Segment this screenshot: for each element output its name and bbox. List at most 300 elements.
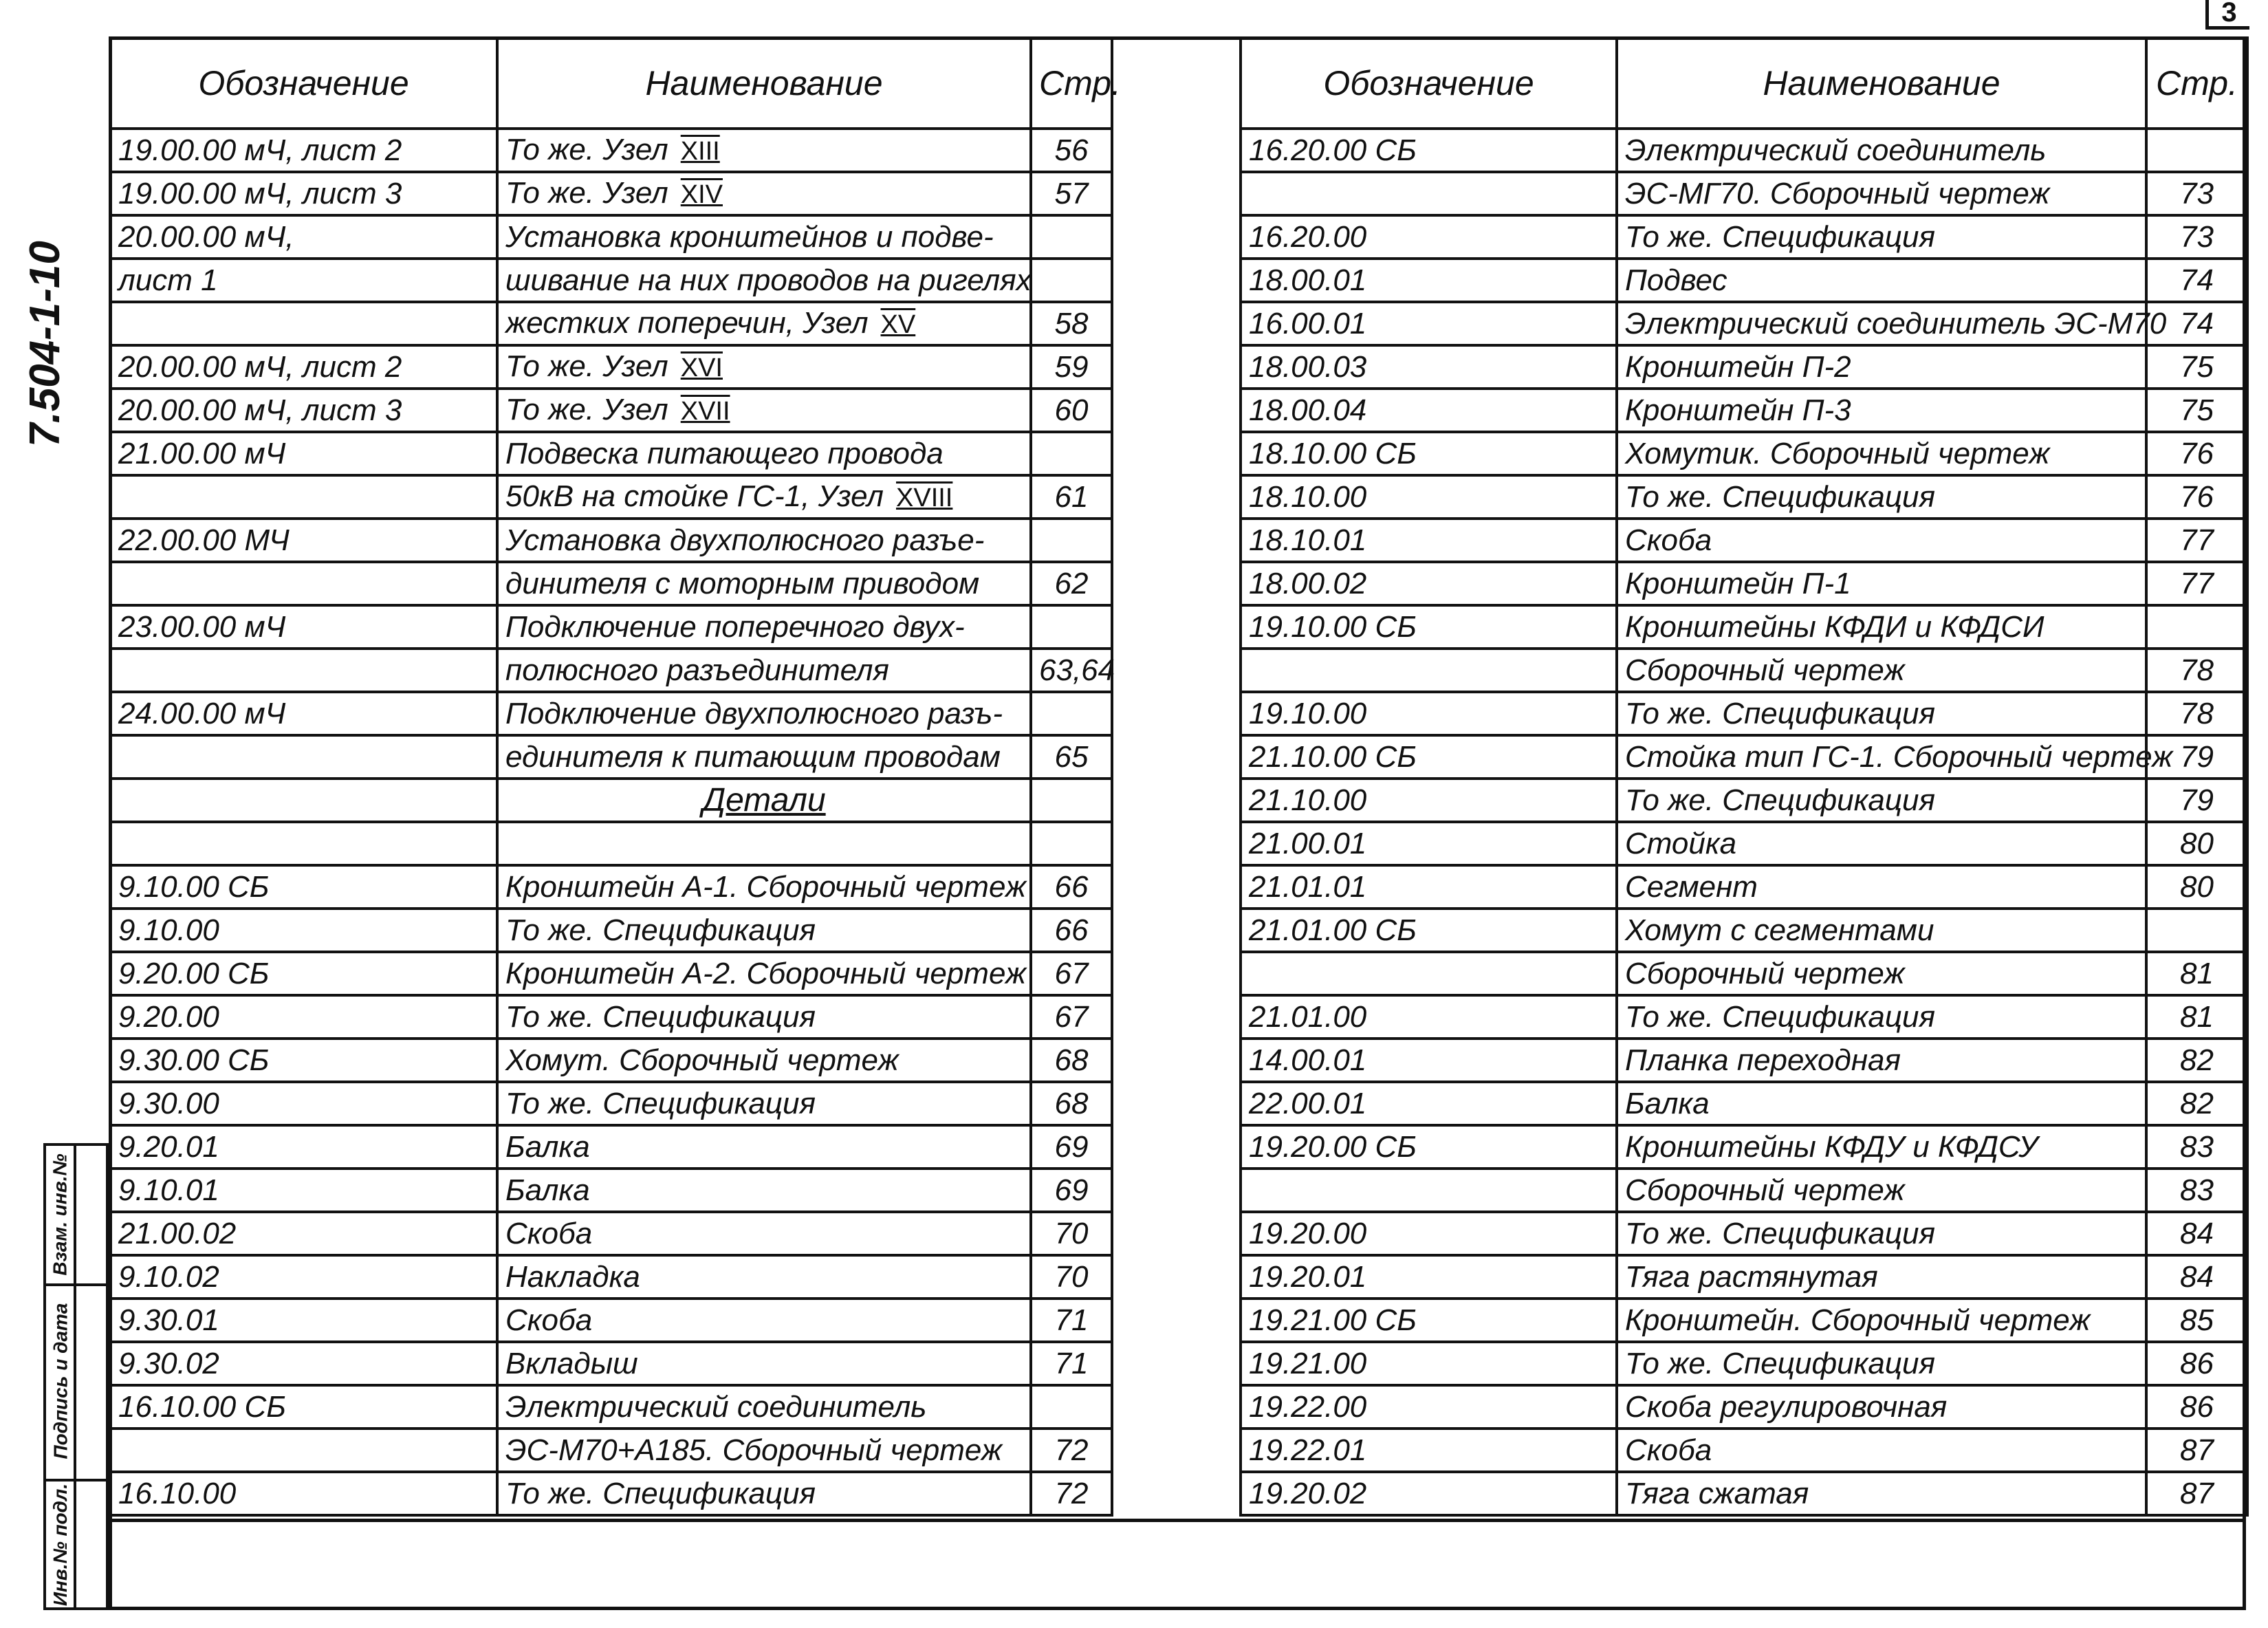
name-cell — [1617, 1385, 2146, 1429]
node-number: XVI — [680, 353, 723, 382]
table-row — [110, 1212, 1112, 1255]
name-cell — [497, 562, 1031, 605]
name-cell — [1617, 1299, 2146, 1342]
table-row — [1241, 1255, 2247, 1299]
page-cell: 82 — [2146, 1082, 2247, 1125]
name-cell — [497, 909, 1031, 952]
page-cell: 84 — [2146, 1255, 2247, 1299]
page-cell: 82 — [2146, 1039, 2247, 1082]
table-row — [110, 129, 1112, 172]
item-name: Скоба — [1625, 1433, 1712, 1467]
page-cell: 77 — [2146, 519, 2247, 562]
header-designation: Обозначение — [110, 38, 497, 129]
page-cell: 73 — [2146, 215, 2247, 259]
item-name: ЭС-М70+А185. Сборочный чертеж — [505, 1433, 1003, 1467]
table-row — [110, 172, 1112, 215]
item-name: То же. Спецификация — [505, 1000, 816, 1034]
item-name: То же. Спецификация — [1625, 1000, 1935, 1034]
designation-cell: 18.00.04 — [1241, 389, 1617, 432]
designation-cell — [110, 822, 497, 865]
item-name: Кронштейн. Сборочный чертеж — [1625, 1303, 2091, 1337]
name-cell — [1617, 779, 2146, 822]
designation-cell: 16.10.00 СБ — [110, 1385, 497, 1429]
table-row — [110, 1169, 1112, 1212]
table-row — [110, 302, 1112, 345]
name-cell — [497, 865, 1031, 909]
page-cell — [1031, 822, 1112, 865]
table-row — [1241, 1039, 2247, 1082]
name-cell — [497, 1255, 1031, 1299]
table-row — [110, 345, 1112, 389]
item-name: Электрический соединитель — [1625, 133, 2047, 167]
page-cell: 57 — [1031, 172, 1112, 215]
page-cell — [1031, 605, 1112, 649]
page-cell: 69 — [1031, 1169, 1112, 1212]
table-row — [110, 1082, 1112, 1125]
name-cell — [497, 389, 1031, 432]
table-row — [1241, 952, 2247, 995]
item-name: Установка кронштейнов и подве- — [505, 220, 994, 254]
designation-cell — [1241, 952, 1617, 995]
designation-cell: 20.00.00 мЧ, лист 3 — [110, 389, 497, 432]
item-name: Сборочный чертеж — [1625, 957, 1905, 990]
page-cell — [2146, 129, 2247, 172]
table-row — [1241, 1125, 2247, 1169]
name-cell — [1617, 1125, 2146, 1169]
designation-cell: 21.00.00 мЧ — [110, 432, 497, 475]
page-cell — [1031, 1385, 1112, 1429]
designation-cell: 9.30.01 — [110, 1299, 497, 1342]
table-row — [1241, 692, 2247, 735]
name-cell — [497, 129, 1031, 172]
name-cell — [497, 475, 1031, 519]
item-name: То же. Спецификация — [1625, 220, 1935, 254]
item-name: Кронштейн П-2 — [1625, 350, 1851, 384]
item-name: Кронштейны КФДУ и КФДСУ — [1625, 1130, 2038, 1164]
item-name: То же. Узел — [505, 349, 668, 383]
designation-cell: 18.00.01 — [1241, 259, 1617, 302]
item-name: Подключение двухполюсного разъ- — [505, 697, 1003, 730]
header-designation: Обозначение — [1241, 38, 1617, 129]
name-cell — [497, 215, 1031, 259]
section-heading-details: Детали — [702, 782, 826, 818]
designation-cell: 9.10.00 СБ — [110, 865, 497, 909]
page-cell: 71 — [1031, 1342, 1112, 1385]
page-cell: 67 — [1031, 952, 1112, 995]
table-row — [110, 1429, 1112, 1472]
header-row — [1241, 38, 2247, 129]
table-row — [1241, 1342, 2247, 1385]
designation-cell: 23.00.00 мЧ — [110, 605, 497, 649]
name-cell — [497, 302, 1031, 345]
name-cell — [497, 1212, 1031, 1255]
designation-cell: 19.21.00 — [1241, 1342, 1617, 1385]
designation-cell: 16.20.00 СБ — [1241, 129, 1617, 172]
table-row — [1241, 909, 2247, 952]
sheet-number: 3 — [2205, 0, 2249, 30]
item-name: Подвес — [1625, 263, 1727, 297]
table-row — [110, 215, 1112, 259]
table-row — [1241, 259, 2247, 302]
table-row — [110, 692, 1112, 735]
table-row — [1241, 215, 2247, 259]
table-row — [110, 1299, 1112, 1342]
item-name: Стойка тип ГС-1. Сборочный чертеж — [1625, 740, 2173, 774]
designation-cell: 21.01.00 СБ — [1241, 909, 1617, 952]
table-row — [110, 865, 1112, 909]
page-cell: 72 — [1031, 1472, 1112, 1515]
page-cell: 74 — [2146, 302, 2247, 345]
name-cell — [497, 822, 1031, 865]
item-name: Стойка — [1625, 827, 1737, 860]
page-cell: 83 — [2146, 1169, 2247, 1212]
stamp-replaced-inv — [47, 1146, 74, 1283]
contents-table-right — [1239, 36, 2249, 1517]
stamp-signature-date — [47, 1283, 74, 1479]
table-row — [110, 1125, 1112, 1169]
designation-cell: 19.20.02 — [1241, 1472, 1617, 1515]
item-name: ЭС-МГ70. Сборочный чертеж — [1625, 177, 2050, 210]
table-row — [1241, 475, 2247, 519]
name-cell — [1617, 995, 2146, 1039]
page-cell: 76 — [2146, 432, 2247, 475]
item-name: Скоба — [505, 1217, 593, 1250]
page-cell: 65 — [1031, 735, 1112, 779]
page-cell: 66 — [1031, 909, 1112, 952]
table-row — [1241, 779, 2247, 822]
item-name: 50кВ на стойке ГС-1, Узел — [505, 479, 884, 513]
designation-cell: 9.10.01 — [110, 1169, 497, 1212]
table-row — [110, 1472, 1112, 1515]
table-row — [1241, 1385, 2247, 1429]
header-name: Наименование — [497, 38, 1031, 129]
table-row — [110, 562, 1112, 605]
item-name: То же. Спецификация — [505, 1087, 816, 1120]
page-cell — [1031, 432, 1112, 475]
designation-cell: 21.01.00 — [1241, 995, 1617, 1039]
page-cell: 71 — [1031, 1299, 1112, 1342]
designation-cell: 20.00.00 мЧ, лист 2 — [110, 345, 497, 389]
designation-cell: 9.10.02 — [110, 1255, 497, 1299]
designation-cell: 19.00.00 мЧ, лист 3 — [110, 172, 497, 215]
designation-cell — [110, 562, 497, 605]
page-cell: 80 — [2146, 865, 2247, 909]
designation-cell: 21.00.02 — [110, 1212, 497, 1255]
item-name: Тяга растянутая — [1625, 1260, 1878, 1294]
page-cell: 58 — [1031, 302, 1112, 345]
designation-cell: 22.00.00 МЧ — [110, 519, 497, 562]
designation-cell: 9.20.01 — [110, 1125, 497, 1169]
name-cell — [497, 1342, 1031, 1385]
designation-cell: 18.10.00 — [1241, 475, 1617, 519]
designation-cell: 19.22.01 — [1241, 1429, 1617, 1472]
table-row — [110, 822, 1112, 865]
designation-cell: 19.22.00 — [1241, 1385, 1617, 1429]
item-name: Хомутик. Сборочный чертеж — [1625, 437, 2050, 470]
name-cell — [1617, 952, 2146, 995]
name-cell — [1617, 259, 2146, 302]
item-name: Вкладыш — [505, 1347, 638, 1380]
page-cell: 59 — [1031, 345, 1112, 389]
name-cell — [1617, 389, 2146, 432]
table-row — [110, 259, 1112, 302]
item-name: Кронштейны КФДИ и КФДСИ — [1625, 610, 2045, 644]
name-cell — [497, 172, 1031, 215]
item-name: То же. Узел — [505, 392, 668, 426]
designation-cell — [1241, 1169, 1617, 1212]
page-cell: 81 — [2146, 952, 2247, 995]
name-cell — [1617, 302, 2167, 345]
page-cell: 81 — [2146, 995, 2247, 1039]
page-cell: 60 — [1031, 389, 1112, 432]
stamp-label: Подпись и дата — [50, 1303, 71, 1459]
designation-cell: 19.00.00 мЧ, лист 2 — [110, 129, 497, 172]
name-cell — [497, 995, 1031, 1039]
item-name: Электрический соединитель ЭС-М70 — [1625, 307, 2167, 340]
designation-cell — [110, 1429, 497, 1472]
table-row — [1241, 822, 2247, 865]
table-row — [110, 952, 1112, 995]
node-number: XIV — [680, 180, 723, 209]
item-name: Балка — [505, 1173, 590, 1207]
page-cell: 70 — [1031, 1212, 1112, 1255]
item-name: То же. Узел — [505, 132, 668, 166]
item-name: Балка — [1625, 1087, 1710, 1120]
stamp-divider — [74, 1146, 76, 1607]
page-cell: 79 — [2146, 779, 2247, 822]
table-row — [110, 475, 1112, 519]
designation-cell: 18.10.01 — [1241, 519, 1617, 562]
table-row — [1241, 129, 2247, 172]
name-cell — [1617, 692, 2146, 735]
name-cell — [1617, 519, 2146, 562]
name-cell — [497, 432, 1031, 475]
page-cell: 56 — [1031, 129, 1112, 172]
page-cell: 66 — [1031, 865, 1112, 909]
header-name: Наименование — [1617, 38, 2146, 129]
page-cell — [1031, 519, 1112, 562]
header-page: Стр. — [1031, 38, 1112, 129]
page-cell — [1031, 259, 1112, 302]
table-row — [110, 389, 1112, 432]
designation-cell: 21.00.01 — [1241, 822, 1617, 865]
item-name: Подвеска питающего провода — [505, 437, 944, 470]
item-name: То же. Спецификация — [1625, 783, 1935, 817]
table-row — [1241, 562, 2247, 605]
designation-cell: 24.00.00 мЧ — [110, 692, 497, 735]
designation-cell: 18.00.03 — [1241, 345, 1617, 389]
page-cell — [2146, 909, 2247, 952]
designation-cell — [1241, 649, 1617, 692]
page-cell: 87 — [2146, 1472, 2247, 1515]
table-row — [110, 1039, 1112, 1082]
name-cell — [1617, 865, 2146, 909]
page-cell: 73 — [2146, 172, 2247, 215]
name-cell — [1617, 1472, 2146, 1515]
item-name: шивание на них проводов на ригелях — [505, 263, 1032, 297]
designation-cell: 21.10.00 — [1241, 779, 1617, 822]
name-cell — [1617, 1342, 2146, 1385]
name-cell — [497, 1385, 1031, 1429]
name-cell — [1617, 172, 2146, 215]
table-row — [110, 649, 1112, 692]
item-name: То же. Узел — [505, 175, 668, 210]
designation-cell — [110, 649, 497, 692]
designation-cell: 9.30.00 — [110, 1082, 497, 1125]
table-row — [110, 1385, 1112, 1429]
name-cell — [497, 649, 1031, 692]
node-number: XVII — [680, 396, 730, 426]
page-cell: 87 — [2146, 1429, 2247, 1472]
designation-cell: 21.01.01 — [1241, 865, 1617, 909]
designation-cell: 21.10.00 СБ — [1241, 735, 1617, 779]
designation-cell: 19.10.00 СБ — [1241, 605, 1617, 649]
table-row — [110, 432, 1112, 475]
table-row — [1241, 1299, 2247, 1342]
name-cell — [1617, 822, 2146, 865]
page-cell: 83 — [2146, 1125, 2247, 1169]
table-row — [1241, 519, 2247, 562]
table-row — [1241, 605, 2247, 649]
item-name: Хомут с сегментами — [1625, 913, 1934, 947]
table-row — [1241, 1429, 2247, 1472]
designation-cell: 18.10.00 СБ — [1241, 432, 1617, 475]
item-name: Хомут. Сборочный чертеж — [505, 1043, 899, 1077]
item-name: Кронштейн П-3 — [1625, 393, 1851, 427]
name-cell — [497, 1429, 1031, 1472]
item-name: Балка — [505, 1130, 590, 1164]
item-name: динителя с моторным приводом — [505, 567, 980, 600]
designation-cell — [110, 779, 497, 822]
designation-cell: 19.20.01 — [1241, 1255, 1617, 1299]
node-number: XIII — [680, 136, 720, 166]
table-row — [1241, 302, 2247, 345]
item-name: То же. Спецификация — [1625, 1217, 1935, 1250]
table-row — [1241, 865, 2247, 909]
name-cell — [1617, 1429, 2146, 1472]
header-page: Стр. — [2146, 38, 2247, 129]
stamp-label: Взам. инв.№ — [50, 1153, 71, 1276]
page-cell: 80 — [2146, 822, 2247, 865]
name-cell — [497, 735, 1031, 779]
item-name: Сегмент — [1625, 870, 1758, 904]
name-cell — [1617, 1255, 2146, 1299]
table-row — [1241, 1169, 2247, 1212]
page-cell: 86 — [2146, 1385, 2247, 1429]
designation-cell: 14.00.01 — [1241, 1039, 1617, 1082]
item-name: Сборочный чертеж — [1625, 653, 1905, 687]
designation-cell: 22.00.01 — [1241, 1082, 1617, 1125]
item-name: Кронштейн П-1 — [1625, 567, 1851, 600]
name-cell — [1617, 562, 2146, 605]
page-cell — [2146, 605, 2247, 649]
item-name: Скоба — [505, 1303, 593, 1337]
table-row — [1241, 432, 2247, 475]
name-cell — [497, 345, 1031, 389]
table-row — [1241, 1212, 2247, 1255]
page-cell: 78 — [2146, 692, 2247, 735]
item-name: Планка переходная — [1625, 1043, 1901, 1077]
header-row — [110, 38, 1112, 129]
name-cell — [1617, 1169, 2146, 1212]
name-cell — [497, 259, 1031, 302]
item-name: жестких поперечин, Узел — [505, 305, 869, 340]
table-row — [1241, 649, 2247, 692]
page-cell: 72 — [1031, 1429, 1112, 1472]
designation-cell — [110, 735, 497, 779]
designation-cell — [1241, 172, 1617, 215]
item-name: Подключение поперечного двух- — [505, 610, 965, 644]
page-cell — [1031, 215, 1112, 259]
item-name: Скоба — [1625, 523, 1712, 557]
designation-cell: 16.10.00 — [110, 1472, 497, 1515]
designation-cell: 9.30.00 СБ — [110, 1039, 497, 1082]
name-cell — [497, 779, 1031, 822]
page-cell: 85 — [2146, 1299, 2247, 1342]
name-cell — [497, 1472, 1031, 1515]
name-cell — [497, 1299, 1031, 1342]
designation-cell: 19.20.00 — [1241, 1212, 1617, 1255]
designation-cell: 9.20.00 СБ — [110, 952, 497, 995]
name-cell — [497, 1082, 1031, 1125]
stamp-label: Инв.№ подл. — [50, 1483, 72, 1606]
page-cell: 75 — [2146, 389, 2247, 432]
name-cell — [1617, 605, 2146, 649]
item-name: То же. Спецификация — [505, 913, 816, 947]
contents-table-left — [109, 36, 1121, 1517]
designation-cell: 9.10.00 — [110, 909, 497, 952]
name-cell — [497, 1169, 1031, 1212]
item-name: полюсного разъединителя — [505, 653, 889, 687]
table-row — [1241, 995, 2247, 1039]
item-name: Кронштейн А-1. Сборочный чертеж — [505, 870, 1027, 904]
item-name: Скоба регулировочная — [1625, 1390, 1948, 1424]
designation-cell: 19.10.00 — [1241, 692, 1617, 735]
node-number: XV — [880, 310, 916, 339]
name-cell — [497, 1125, 1031, 1169]
name-cell — [497, 519, 1031, 562]
page-cell: 62 — [1031, 562, 1112, 605]
page-cell: 75 — [2146, 345, 2247, 389]
name-cell — [497, 952, 1031, 995]
table-row — [1241, 172, 2247, 215]
page-cell — [1031, 779, 1112, 822]
page-cell: 74 — [2146, 259, 2247, 302]
page-cell: 67 — [1031, 995, 1112, 1039]
page-cell: 63,64 — [1031, 649, 1112, 692]
table-row — [1241, 345, 2247, 389]
name-cell — [1617, 909, 2146, 952]
document-code: 7.504-1-10 — [21, 241, 69, 447]
page-cell: 84 — [2146, 1212, 2247, 1255]
page-cell: 76 — [2146, 475, 2247, 519]
designation-cell: 9.30.02 — [110, 1342, 497, 1385]
item-name: Накладка — [505, 1260, 640, 1294]
page-cell: 68 — [1031, 1082, 1112, 1125]
name-cell — [1617, 649, 2146, 692]
table-row — [110, 995, 1112, 1039]
side-stamp — [43, 1143, 109, 1610]
name-cell — [1617, 1039, 2146, 1082]
table-row — [110, 779, 1112, 822]
table-row — [1241, 389, 2247, 432]
page-cell: 86 — [2146, 1342, 2247, 1385]
name-cell — [497, 1039, 1031, 1082]
table-row — [110, 735, 1112, 779]
name-cell — [1617, 735, 2173, 779]
table-row — [110, 909, 1112, 952]
item-name: То же. Спецификация — [1625, 480, 1935, 514]
